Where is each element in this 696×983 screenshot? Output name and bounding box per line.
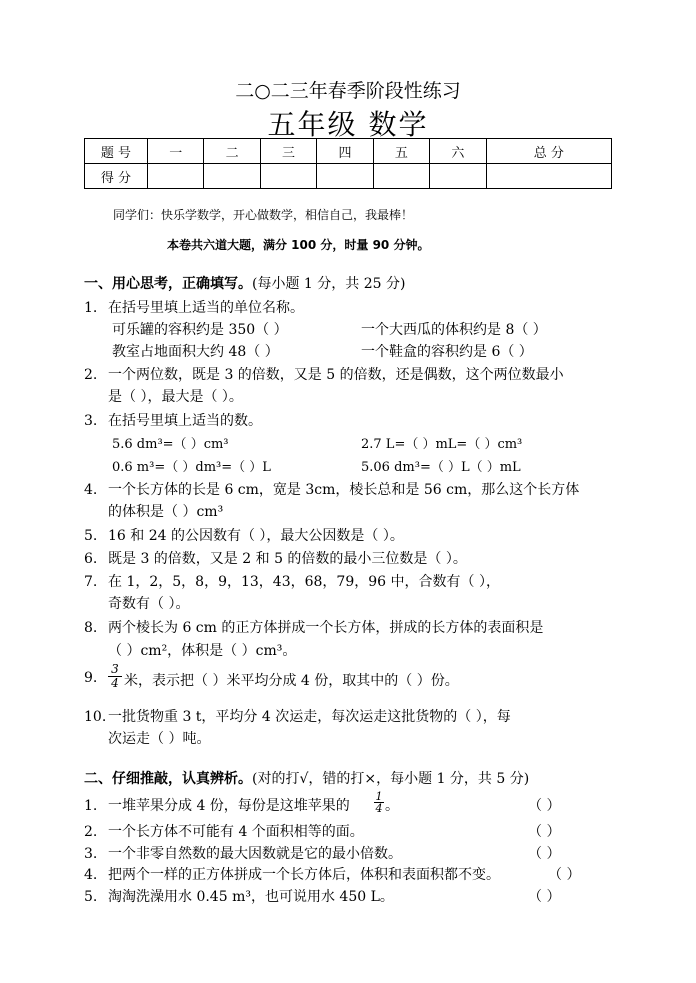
score-input-cell[interactable] — [317, 164, 373, 189]
question-text: 一堆苹果分成 4 份，每份是这堆苹果的 — [108, 798, 350, 814]
judge-item-5 — [84, 886, 394, 906]
fraction-one-quarter — [374, 791, 384, 814]
score-cell: 四 — [317, 139, 373, 164]
question-text: 一个长方体的长是 6 cm，宽是 3cm，棱长总和是 56 cm，那么这个长方体 — [108, 482, 580, 498]
fraction-numerator: 1 — [375, 790, 383, 803]
question-9-text: 米，表示把（ ）米平均分成 4 份，取其中的（ ）份。 — [124, 673, 459, 689]
score-cell: 三 — [260, 139, 316, 164]
score-input-cell[interactable] — [430, 164, 486, 189]
question-1 — [84, 297, 304, 317]
section1-title: 一、用心思考，正确填写。 — [84, 276, 252, 292]
question-3d: 5.06 dm³=（ ）L（ ）mL — [361, 460, 521, 475]
score-table-header-row — [85, 139, 612, 164]
question-number: 3. — [84, 413, 98, 429]
question-4 — [84, 479, 579, 499]
question-3c: 0.6 m³=（ ）dm³=（ ）L — [112, 460, 271, 475]
question-3 — [84, 410, 262, 430]
fraction-three-quarters — [108, 663, 122, 690]
score-input-cell[interactable] — [373, 164, 429, 189]
score-input-cell[interactable] — [148, 164, 204, 189]
question-text: 在括号里填上适当的单位名称。 — [108, 300, 304, 316]
question-1b: 一个大西瓜的体积约是 8（ ） — [361, 322, 547, 338]
question-7-line2: 奇数有（ ）。 — [108, 596, 190, 612]
question-1d: 一个鞋盒的容积约是 6（ ） — [361, 344, 533, 360]
question-2-line2: 是（ ），最大是（ ）。 — [108, 389, 243, 405]
question-number: 2. — [84, 367, 98, 383]
question-9 — [84, 670, 108, 686]
question-10-line2: 次运走（ ）吨。 — [108, 731, 211, 747]
score-input-cell[interactable] — [486, 164, 611, 189]
exam-note: 本卷共六道大题，满分 100 分，时量 90 分钟。 — [167, 238, 430, 252]
question-number: 1. — [84, 798, 98, 814]
score-cell: 六 — [430, 139, 486, 164]
score-cell: 二 — [204, 139, 260, 164]
question-number: 10. — [84, 709, 107, 725]
section1-note: (每小题 1 分，共 25 分) — [252, 276, 406, 292]
question-7 — [84, 571, 500, 591]
question-number: 5. — [84, 889, 98, 905]
question-text: 既是 3 的倍数，又是 2 和 5 的倍数的最小三位数是（ ）。 — [108, 551, 467, 567]
question-number: 2. — [84, 824, 98, 840]
question-5 — [84, 525, 404, 545]
question-text: 一个两位数，既是 3 的倍数，又是 5 的倍数，还是偶数，这个两位数最小 — [108, 367, 564, 383]
section2-heading — [84, 768, 529, 788]
score-cell: 题 号 — [85, 139, 148, 164]
question-2 — [84, 364, 564, 384]
judge-item-2 — [84, 821, 364, 841]
fraction-denominator: 4 — [375, 802, 383, 815]
section1-heading — [84, 273, 405, 293]
question-6 — [84, 548, 467, 568]
question-1c: 教室占地面积大约 48（ ） — [112, 344, 279, 360]
judge-answer-box[interactable]: （ ） — [528, 846, 561, 862]
fraction-numerator: 3 — [111, 662, 119, 676]
score-table — [84, 138, 612, 189]
score-cell: 五 — [373, 139, 429, 164]
exam-subject: 五年级 数学 — [267, 108, 429, 141]
score-input-cell[interactable] — [204, 164, 260, 189]
question-text: 淘淘洗澡用水 0.45 m³，也可说用水 450 L。 — [108, 889, 394, 905]
question-8-line2: （ ）cm²，体积是（ ）cm³。 — [108, 643, 297, 659]
score-row-label: 得 分 — [85, 164, 148, 189]
exam-title: 二○二三年春季阶段性练习 — [235, 80, 461, 102]
question-text: 把两个一样的正方体拼成一个长方体后，体积和表面积都不变。 — [108, 867, 500, 883]
question-text: 两个棱长为 6 cm 的正方体拼成一个长方体，拼成的长方体的表面积是 — [108, 620, 544, 636]
question-number: 8. — [84, 620, 98, 636]
judge-answer-box[interactable]: （ ） — [528, 798, 561, 814]
question-number: 5. — [84, 528, 98, 544]
score-input-cell[interactable] — [260, 164, 316, 189]
question-text: 一个长方体不可能有 4 个面积相等的面。 — [108, 824, 364, 840]
section2-note: (对的打√，错的打×，每小题 1 分，共 5 分) — [252, 771, 530, 787]
question-8 — [84, 617, 543, 637]
section2-title: 二、仔细推敲，认真辨析。 — [84, 771, 252, 787]
judge-item-1-tail: 。 — [385, 798, 399, 814]
question-number: 4. — [84, 867, 98, 883]
score-cell: 一 — [148, 139, 204, 164]
fraction-denominator: 4 — [108, 676, 122, 690]
question-text: 一批货物重 3 t，平均分 4 次运走，每次运走这批货物的（ ），每 — [108, 709, 511, 725]
judge-item-3 — [84, 843, 402, 863]
judge-answer-box[interactable]: （ ） — [548, 867, 581, 883]
question-number: 1. — [84, 300, 98, 316]
judge-answer-box[interactable]: （ ） — [528, 824, 561, 840]
question-number: 7. — [84, 574, 98, 590]
question-1a: 可乐罐的容积约是 350（ ） — [112, 322, 288, 338]
question-text: 在括号里填上适当的数。 — [108, 413, 262, 429]
question-number: 3. — [84, 846, 98, 862]
motto-text: 同学们：快乐学数学，开心做数学，相信自己，我最棒！ — [113, 208, 414, 222]
score-cell: 总 分 — [486, 139, 611, 164]
question-text: 在 1，2，5，8，9，13，43，68，79，96 中，合数有（ ）， — [108, 574, 500, 590]
judge-answer-box[interactable]: （ ） — [528, 889, 561, 905]
score-table-score-row — [85, 164, 612, 189]
question-3b: 2.7 L=（ ）mL=（ ）cm³ — [361, 437, 523, 452]
question-number: 6. — [84, 551, 98, 567]
question-text: 一个非零自然数的最大因数就是它的最小倍数。 — [108, 846, 402, 862]
question-text: 16 和 24 的公因数有（ ），最大公因数是（ ）。 — [108, 528, 404, 544]
question-number: 9. — [84, 670, 98, 686]
question-4-line2: 的体积是（ ）cm³ — [108, 504, 224, 520]
question-number: 4. — [84, 482, 98, 498]
judge-item-4 — [84, 864, 500, 884]
question-10 — [84, 706, 511, 726]
question-3a: 5.6 dm³=（ ）cm³ — [112, 437, 229, 452]
judge-item-1 — [84, 795, 350, 815]
